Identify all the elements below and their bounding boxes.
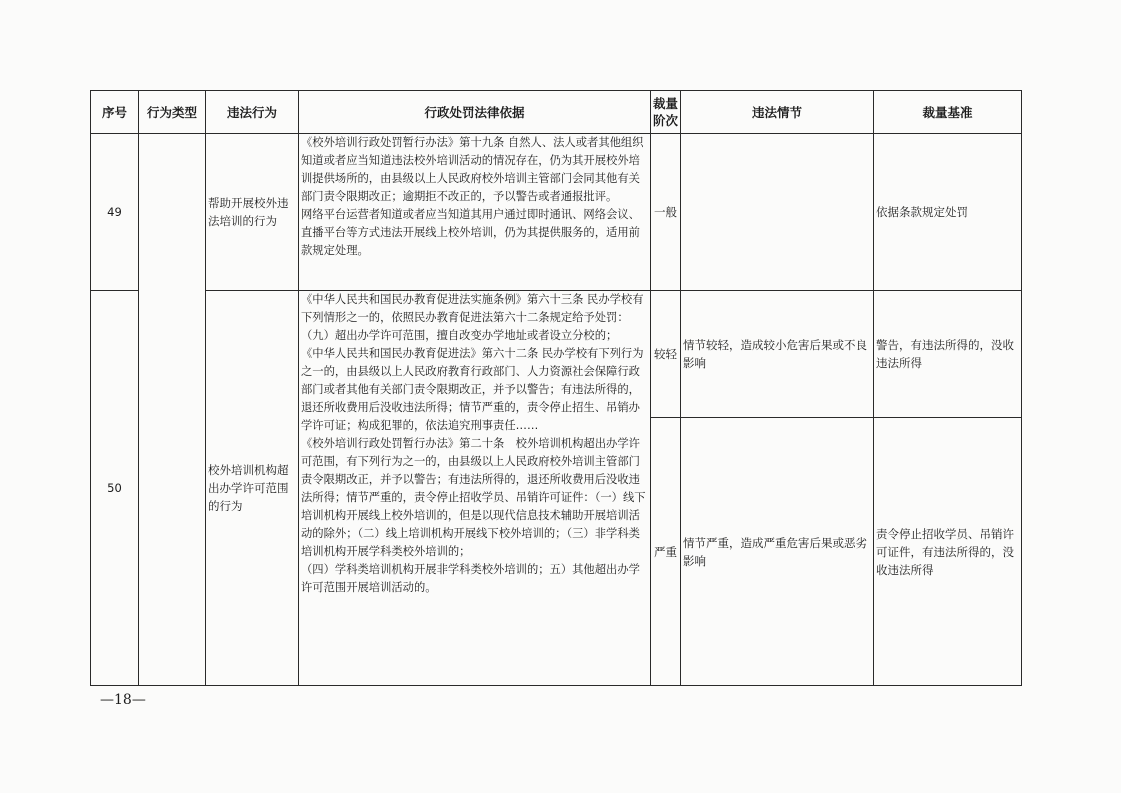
header-seq: 序号 [91, 91, 139, 134]
behavior-type-cell [139, 134, 206, 686]
row-seq: 50 [91, 291, 139, 686]
violation-cell: 校外培训机构超出办学许可范围的行为 [206, 291, 299, 686]
header-standard: 裁量基准 [874, 91, 1022, 134]
header-behavior-type: 行为类型 [139, 91, 206, 134]
violation-cell: 帮助开展校外违法培训的行为 [206, 134, 299, 291]
standard-cell: 责令停止招收学员、吊销许可证件，有违法所得的，没收违法所得 [874, 418, 1022, 686]
legal-basis-cell [299, 134, 651, 291]
circumstance-cell [681, 134, 874, 291]
penalty-discretion-table [90, 90, 1022, 686]
table-row [91, 134, 1022, 291]
header-legal-basis: 行政处罚法律依据 [299, 91, 651, 134]
basis-paragraph: 《校外培训行政处罚暂行办法》第二十条 校外培训机构超出办学许可范围，有下列行为之一的，由县级以上人民政府校外培训主管部门责令限期改正，并予以警告；有违法所得的，退还所收费用后没收违法所得；情节严重的，责令停止招收学员、吊销许可证件：（一）线下培训机构开展线上校外培训的，但是以现代信息技术辅助开展培训活动的除外；（二）线上培训机构开展线下校外培训的；（三）非学科类培训机构开展学科类校外培训的； [301, 437, 646, 558]
page-number: —18— [100, 692, 146, 708]
level-cell: 严重 [651, 418, 681, 686]
header-violation: 违法行为 [206, 91, 299, 134]
level-cell: 一般 [651, 134, 681, 291]
header-level: 裁量阶次 [651, 91, 681, 134]
standard-cell: 依据条款规定处罚 [874, 134, 1022, 291]
level-cell: 较轻 [651, 291, 681, 418]
standard-cell: 警告，有违法所得的，没收违法所得 [874, 291, 1022, 418]
basis-paragraph: （四）学科类培训机构开展非学科类校外培训的；五）其他超出办学许可范围开展培训活动的。 [301, 563, 640, 594]
legal-basis-cell [299, 291, 651, 686]
row-seq: 49 [91, 134, 139, 291]
table-row [91, 291, 1022, 418]
circumstance-cell: 情节较轻，造成较小危害后果或不良影响 [681, 291, 874, 418]
basis-paragraph: 《校外培训行政处罚暂行办法》第十九条 自然人、法人或者其他组织知道或者应当知道违法校外培训活动的情况存在，仍为其开展校外培训提供场所的，由县级以上人民政府校外培训主管部门会同其他有关部门责令限期改正；逾期拒不改正的，予以警告或者通报批评。 [301, 136, 644, 203]
basis-paragraph: 网络平台运营者知道或者应当知道其用户通过即时通讯、网络会议、直播平台等方式违法开展线上校外培训，仍为其提供服务的，适用前款规定处理。 [301, 208, 640, 257]
header-circumstances: 违法情节 [681, 91, 874, 134]
basis-paragraph: 《中华人民共和国民办教育促进法》第六十二条 民办学校有下列行为之一的，由县级以上人民政府教育行政部门、人力资源社会保障行政部门或者其他有关部门责令限期改正，并予以警告；有违法所得的，退还所收费用后没收违法所得；情节严重的，责令停止招生、吊销办学许可证；构成犯罪的，依法追究刑事责任…… [301, 347, 644, 432]
basis-paragraph: 《中华人民共和国民办教育促进法实施条例》第六十三条 民办学校有下列情形之一的，依照民办教育促进法第六十二条规定给予处罚：（九）超出办学许可范围，擅自改变办学地址或者设立分校的； [301, 293, 644, 342]
circumstance-cell: 情节严重，造成严重危害后果或恶劣影响 [681, 418, 874, 686]
header-row [91, 91, 1022, 134]
